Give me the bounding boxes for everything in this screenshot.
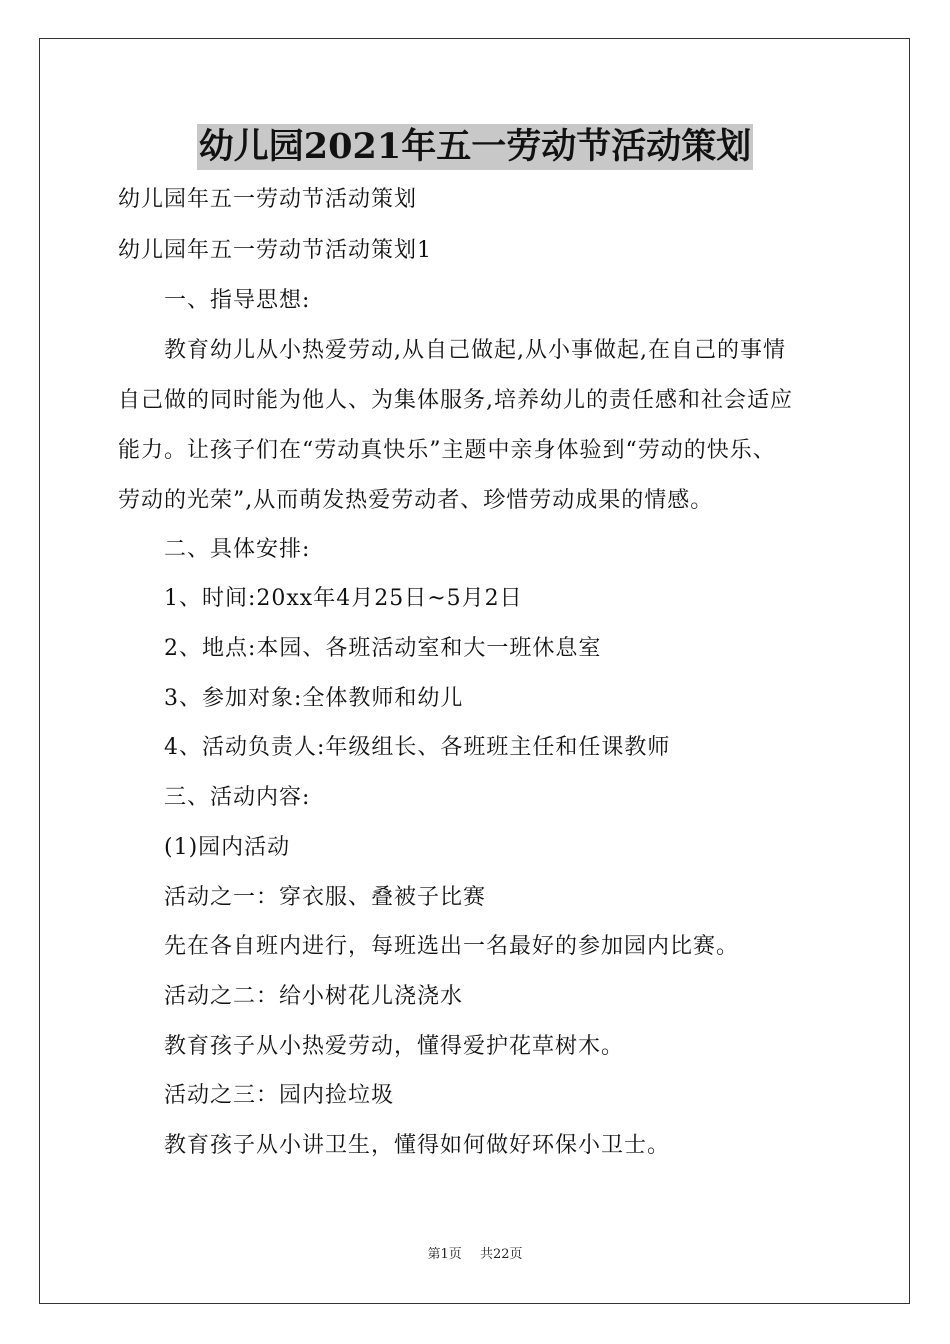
- list-item-participants: 3、参加对象:全体教师和幼儿: [164, 686, 464, 711]
- section-heading: 幼儿园年五一劳动节活动策划1: [118, 238, 432, 263]
- page-border: [39, 38, 910, 1304]
- document-title-block: [0, 124, 950, 170]
- activity-three-title: 活动之三：园内捡垃圾: [164, 1083, 395, 1108]
- paragraph-line: 自己做的同时能为他人、为集体服务,培养幼儿的责任感和社会适应: [118, 388, 793, 413]
- document-title: 幼儿园2021年五一劳动节活动策划: [197, 124, 753, 170]
- activity-three-desc: 教育孩子从小讲卫生，懂得如何做好环保小卫士。: [164, 1133, 671, 1158]
- list-item-time: 1、时间:20xx年4月25日~5月2日: [164, 586, 523, 611]
- page-footer: [0, 1246, 950, 1264]
- heading-guiding-thought: 一、指导思想:: [164, 288, 311, 313]
- activity-two-title: 活动之二：给小树花儿浇浇水: [164, 984, 464, 1009]
- activity-one-title: 活动之一：穿衣服、叠被子比赛: [164, 885, 487, 910]
- activity-two-desc: 教育孩子从小热爱劳动，懂得爱护花草树木。: [164, 1034, 625, 1059]
- subheading-in-park-activities: (1)园内活动: [164, 835, 291, 860]
- paragraph-line: 教育幼儿从小热爱劳动,从自己做起,从小事做起,在自己的事情: [164, 338, 786, 363]
- paragraph-line: 能力。让孩子们在“劳动真快乐”主题中亲身体验到“劳动的快乐、: [118, 438, 776, 463]
- page-number: 第1页: [427, 1247, 462, 1262]
- list-item-responsible: 4、活动负责人:年级组长、各班班主任和任课教师: [164, 735, 671, 760]
- paragraph-line: 劳动的光荣”,从而萌发热爱劳动者、珍惜劳动成果的情感。: [118, 488, 714, 513]
- list-item-location: 2、地点:本园、各班活动室和大一班休息室: [164, 636, 602, 661]
- activity-one-desc: 先在各自班内进行，每班选出一名最好的参加园内比赛。: [164, 934, 740, 959]
- subtitle-line: 幼儿园年五一劳动节活动策划: [118, 187, 418, 212]
- heading-activity-content: 三、活动内容:: [164, 785, 311, 810]
- heading-arrangement: 二、具体安排:: [164, 537, 311, 562]
- page-total: 共22页: [479, 1247, 523, 1262]
